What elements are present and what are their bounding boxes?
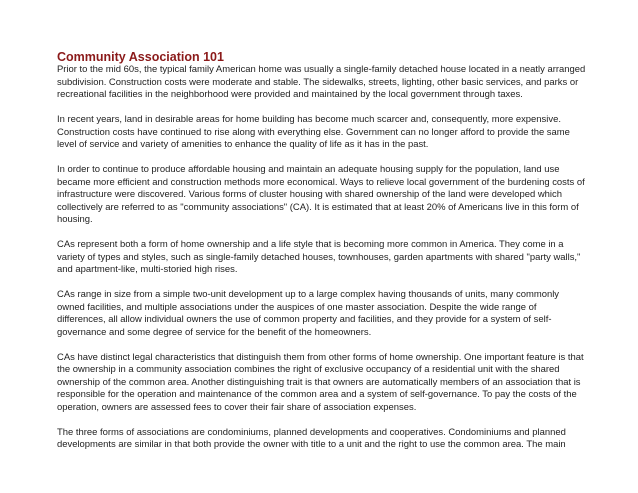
document-title: Community Association 101 — [57, 50, 224, 64]
paragraph-2: In recent years, land in desirable areas for home building has become much scarcer and, consequently, more expensive. Construction costs have continued to rise along with everything else. Government can no longer afford to provide the same level of service and variety of amenities to enhance the quality of life as it has in the past. — [57, 114, 570, 150]
paragraph-3: In order to continue to produce affordable housing and maintain an adequate housing supply for the population, land use became more efficient and construction methods more economical. Ways to relieve local government of the burdening costs of infrastructure were discovered. Various forms of cluster housing with shared ownership of the land were developed which collectively are referred to as "community associations" (CA). It is estimated that at least 20% of Americans live in this form of housing. — [57, 164, 585, 225]
paragraph-6: CAs have distinct legal characteristics that distinguish them from other forms of home ownership. One important feature is that the ownership in a community association combines the right of exclusive occupancy of a residential unit with the shared ownership of the common area. Another distinguishing trait is that owners are automatically members of an association that is responsible for the operation and maintenance of the common area and a system of self-governance. To pay the costs of the operation, owners are assessed fees to cover their fair share of association expenses. — [57, 351, 584, 413]
document-page — [57, 50, 587, 464]
paragraph-1: Prior to the mid 60s, the typical family American home was usually a single-family detached house located in a neatly arranged subdivision. Construction costs were moderate and stable. The sidewalks, streets, lighting, other basic services, and parks or recreational facilities in the neighborhood were provided and maintained by the local government through taxes. — [57, 64, 586, 100]
paragraph-5: CAs range in size from a simple two-unit development up to a large complex having thousands of units, many commonly owned facilities, and multiple associations under the auspices of one master association. Despite the wide range of differences, all allow individual owners the use of common property and facilities, and they provide for a system of self-governance and some degree of service for the benefit of the homeowners. — [57, 289, 560, 338]
paragraph-7: The three forms of associations are condominiums, planned developments and cooperatives. Condominiums and planned developments are similar in that both provide the owner with title to a unit and the right to use the common area. The main — [57, 426, 566, 450]
paragraph-4: CAs represent both a form of home ownership and a life style that is becoming more common in America. They come in a variety of types and styles, such as single-family detached houses, townhouses, garden apartments with shared "party walls," and apartment-like, multi-storied high rises. — [57, 239, 581, 275]
